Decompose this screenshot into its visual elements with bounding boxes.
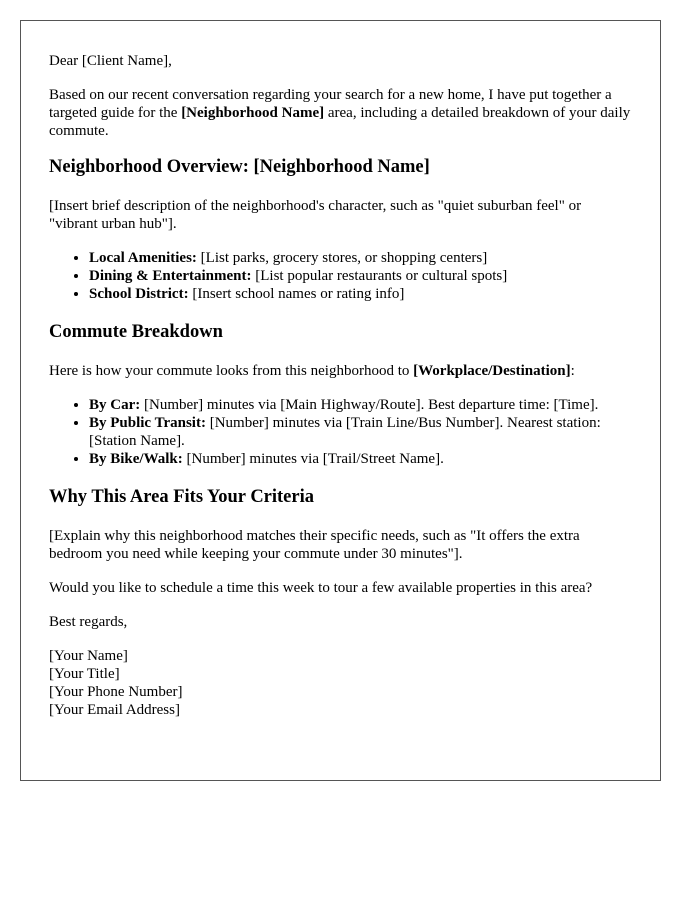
intro-neighborhood-name: [Neighborhood Name] <box>181 105 325 121</box>
list-item <box>89 450 632 468</box>
signature-block <box>49 647 632 719</box>
list-item-text: [Insert school names or rating info] <box>188 286 405 302</box>
overview-description: [Insert brief description of the neighborhood's character, such as "quiet suburban feel" or "vibrant urban hub"]. <box>49 198 582 232</box>
intro-text-after: area, including a detailed breakdown of your daily commute. <box>49 105 631 139</box>
greeting: Dear [Client Name], <box>49 53 172 69</box>
list-item-label: By Public Transit: <box>89 415 206 431</box>
criteria-text: [Explain why this neighborhood matches their specific needs, such as "It offers the extra bedroom you need while keeping your commute under 30 minutes"]. <box>49 528 580 562</box>
list-item <box>89 285 632 303</box>
commute-intro-before: Here is how your commute looks from this neighborhood to <box>49 363 414 379</box>
list-item-label: By Car: <box>89 397 141 413</box>
list-item-text: [Number] minutes via [Main Highway/Route]. Best departure time: [Time]. <box>140 397 599 413</box>
list-item-label: Local Amenities: <box>89 250 197 266</box>
commute-intro <box>49 362 632 380</box>
commute-destination: [Workplace/Destination] <box>413 363 571 379</box>
commute-list <box>49 396 632 468</box>
list-item <box>89 267 632 285</box>
list-item-label: By Bike/Walk: <box>89 451 183 467</box>
list-item-label: Dining & Entertainment: <box>89 268 252 284</box>
intro-paragraph <box>49 86 632 140</box>
list-item <box>89 249 632 267</box>
commute-heading: Commute Breakdown <box>49 322 223 342</box>
signature-name: [Your Name] <box>49 648 128 664</box>
closing: Best regards, <box>49 614 128 630</box>
signature-email: [Your Email Address] <box>49 702 180 718</box>
tour-question: Would you like to schedule a time this week to tour a few available properties in this area? <box>49 580 593 596</box>
list-item-text: [List popular restaurants or cultural spots] <box>251 268 508 284</box>
list-item <box>89 414 632 450</box>
criteria-heading: Why This Area Fits Your Criteria <box>49 487 314 507</box>
overview-list <box>49 249 632 303</box>
list-item-text: [Number] minutes via [Train Line/Bus Number]. Nearest station: [Station Name]. <box>89 415 601 449</box>
list-item <box>89 396 632 414</box>
list-item-text: [List parks, grocery stores, or shopping centers] <box>196 250 488 266</box>
letter-container <box>20 20 661 781</box>
overview-heading: Neighborhood Overview: [Neighborhood Name] <box>49 157 430 177</box>
signature-title: [Your Title] <box>49 666 120 682</box>
list-item-text: [Number] minutes via [Trail/Street Name]. <box>182 451 444 467</box>
commute-intro-after: : <box>570 363 575 379</box>
signature-phone: [Your Phone Number] <box>49 684 183 700</box>
list-item-label: School District: <box>89 286 189 302</box>
intro-text-before: Based on our recent conversation regarding your search for a new home, I have put together a targeted guide for the <box>49 87 612 121</box>
